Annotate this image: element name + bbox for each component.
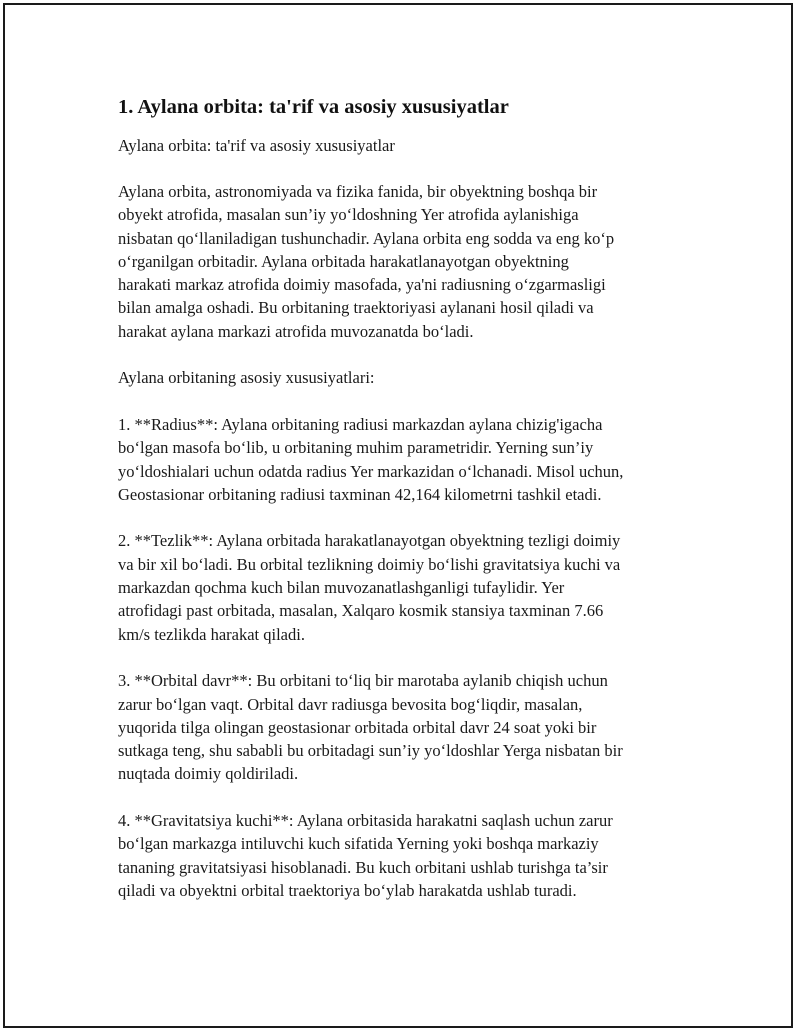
text-line: bo‘lgan masofa bo‘lib, u orbitaning muhim parametridir. Yerning sun’iy <box>118 438 594 458</box>
paragraph <box>118 413 698 506</box>
text-line: 3. **Orbital davr**: Bu orbitani to‘liq bir marotaba aylanib chiqish uchun <box>118 671 608 691</box>
text-line: o‘rganilgan orbitadir. Aylana orbitada harakatlanayotgan obyektning <box>118 251 569 271</box>
text-line: Aylana orbitaning asosiy xususiyatlari: <box>118 368 375 388</box>
document-subtitle: Aylana orbita: ta'rif va asosiy xususiyatlar <box>118 136 395 155</box>
text-line: 4. **Gravitatsiya kuchi**: Aylana orbitasida harakatni saqlash uchun zarur <box>118 811 613 831</box>
text-line: km/s tezlikda harakat qiladi. <box>118 624 305 644</box>
text-line: 1. **Radius**: Aylana orbitaning radiusi markazdan aylana chizig'igacha <box>118 414 603 434</box>
text-line: Geostasionar orbitaning radiusi taxminan 42,164 kilometrni tashkil etadi. <box>118 484 602 504</box>
text-line: Aylana orbita, astronomiyada va fizika fanida, bir obyektning boshqa bir <box>118 182 598 201</box>
text-line: harakat aylana markazi atrofida muvozanatda bo‘ladi. <box>118 321 474 341</box>
text-line: sutkaga teng, shu sababli bu orbitadagi sun’iy yo‘ldoshlar Yerga nisbatan bir <box>118 741 623 761</box>
text-line: bo‘lgan markazga intiluvchi kuch sifatida Yerning yoki boshqa markaziy <box>118 834 599 854</box>
paragraph <box>118 669 698 785</box>
text-line: yuqorida tilga olingan geostasionar orbitada orbital davr 24 soat yoki bir <box>118 717 597 737</box>
text-line: tananing gravitatsiyasi hisoblanadi. Bu kuch orbitani ushlab turishga ta’sir <box>118 857 608 877</box>
text-line: qiladi va obyektni orbital traektoriya bo‘ylab harakatda ushlab turadi. <box>118 880 577 900</box>
paragraph <box>118 180 698 343</box>
text-line: markazdan qochma kuch bilan muvozanatlashganligi tufaylidir. Yer <box>118 578 565 598</box>
paragraph <box>118 809 698 902</box>
text-line: bilan amalga oshadi. Bu orbitaning traektoriyasi aylanani hosil qiladi va <box>118 298 594 318</box>
text-line: obyekt atrofida, masalan sun’iy yo‘ldoshning Yer atrofida aylanishiga <box>118 205 579 225</box>
document-title: 1. Aylana orbita: ta'rif va asosiy xususiyatlar <box>118 96 509 118</box>
text-line: nisbatan qo‘llaniladigan tushunchadir. Aylana orbita eng sodda va eng ko‘p <box>118 228 615 248</box>
paragraph <box>118 366 698 389</box>
text-line: zarur bo‘lgan vaqt. Orbital davr radiusga bevosita bog‘liqdir, masalan, <box>118 694 583 714</box>
text-line: yo‘ldoshialari uchun odatda radius Yer markazidan o‘lchanadi. Misol uchun, <box>118 461 624 481</box>
text-line: harakati markaz atrofida doimiy masofada, ya'ni radiusning o‘zgarmasligi <box>118 275 606 295</box>
text-line: 2. **Tezlik**: Aylana orbitada harakatlanayotgan obyektning tezligi doimiy <box>118 531 621 551</box>
text-line: va bir xil bo‘ladi. Bu orbital tezlikning doimiy bo‘lishi gravitatsiya kuchi va <box>118 554 621 574</box>
text-line: nuqtada doimiy qoldiriladi. <box>118 764 299 784</box>
paragraph <box>118 529 698 645</box>
document-body <box>118 94 698 926</box>
text-line: atrofidagi past orbitada, masalan, Xalqaro kosmik stansiya taxminan 7.66 <box>118 601 604 621</box>
paragraph-list <box>118 180 698 902</box>
